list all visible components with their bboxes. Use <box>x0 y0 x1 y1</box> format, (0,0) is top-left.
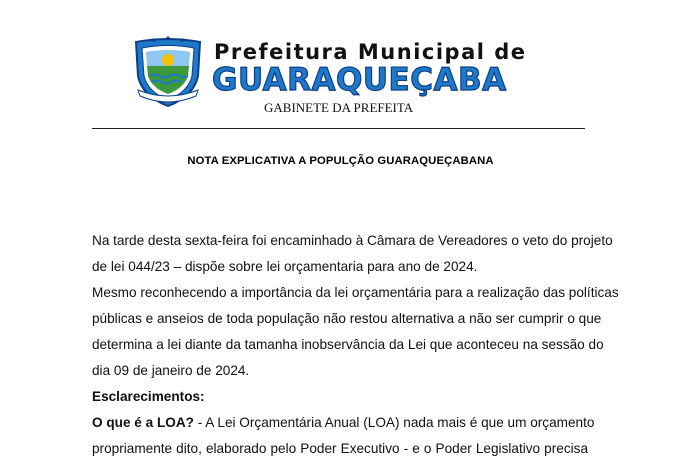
paragraph-1-line-2: de lei 044/23 – dispõe sobre lei orçamentaria para ano de 2024. <box>92 259 478 274</box>
paragraph-2-line-2: públicas e anseios de toda população não restou alternativa a não ser cumprir o que <box>92 311 602 326</box>
document-body <box>92 228 619 462</box>
municipal-coat-of-arms-icon <box>132 36 204 108</box>
paragraph-2-line-4: dia 09 de janeiro de 2024. <box>92 363 250 378</box>
paragraph-2-line-3: determina a lei diante da tamanha inobservância da Lei que aconteceu na sessão do <box>92 337 604 352</box>
question-label: O que é a LOA? <box>92 415 194 430</box>
question-answer: - A Lei Orçamentária Anual (LOA) nada mais é que um orçamento <box>193 415 595 430</box>
paragraph-1-line-1: Na tarde desta sexta-feira foi encaminhado à Câmara de Vereadores o veto do projeto <box>92 233 613 248</box>
letterhead <box>132 36 532 116</box>
municipality-line: Prefeitura Municipal de <box>214 40 527 64</box>
section-heading: Esclarecimentos: <box>92 389 205 404</box>
question-line <box>92 410 595 436</box>
paragraph-2-line-1: Mesmo reconhecendo a importância da lei orçamentária para a realização das políticas <box>92 285 619 300</box>
cutoff-line: propriamente dito, elaborado pelo Poder Executivo - e o Poder Legislativo precisa <box>92 441 588 456</box>
document-title: NOTA EXPLICATIVA A POPULÇÃO GUARAQUEÇABANA <box>187 155 494 167</box>
header-divider <box>92 128 585 129</box>
office-name: GABINETE DA PREFEITA <box>264 100 414 115</box>
city-name: GUARAQUEÇABA <box>212 62 507 98</box>
